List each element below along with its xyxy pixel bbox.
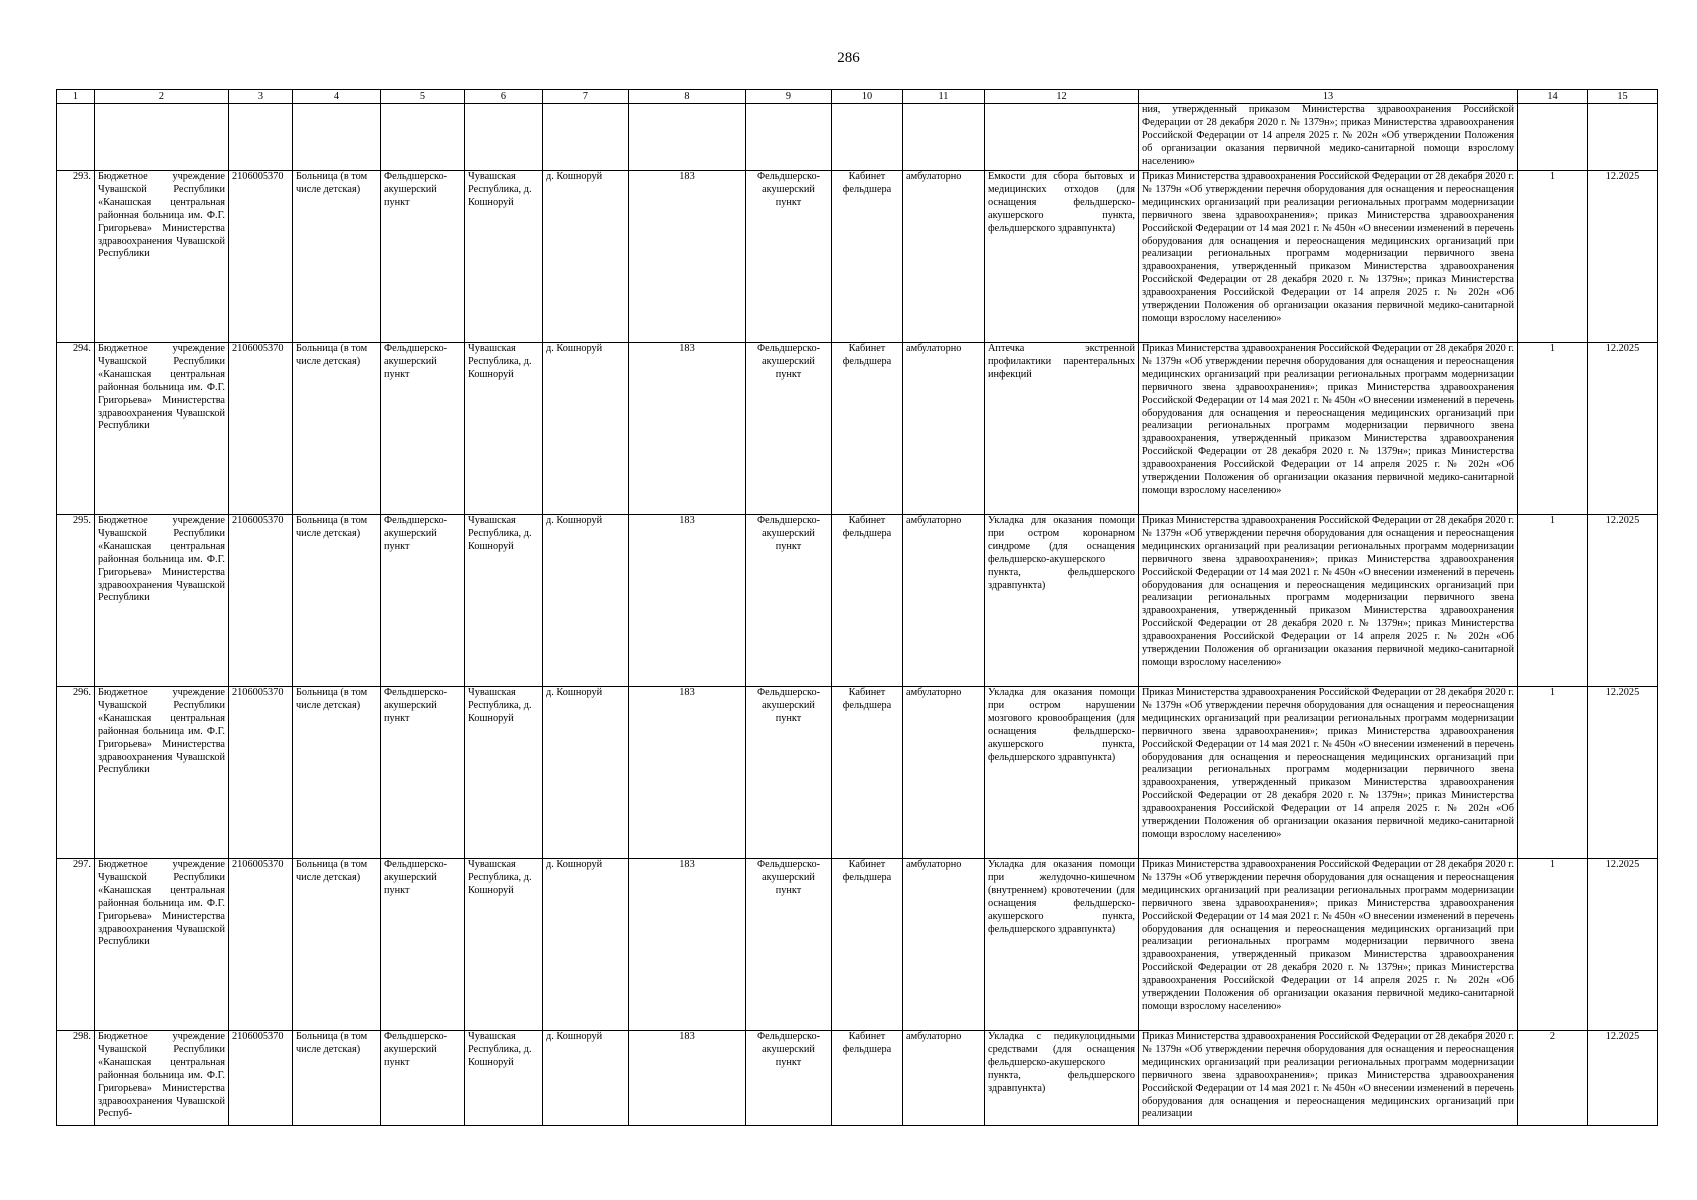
equipment-register-table: [56, 89, 1658, 1126]
column-header: 7: [543, 90, 629, 104]
column-header: 9: [746, 90, 832, 104]
room-cell: Кабинет фельдшера: [832, 859, 903, 1031]
legal-basis-cell: Приказ Министерства здравоохранения Российской Федерации от 28 декабря 2020 г. № 1379н «Об утверждении перечня оборудования для оснащения и переоснащения медицинских организаций при реализации региональных программ модернизации первичного звена здравоохранения»; приказ Министерства здравоохранения Российской Федерации от 14 мая 2021 г. № 450н «О внесении изменений в перечень оборудования для оснащения и переоснащения медицинских организаций при реализации: [1139, 1031, 1518, 1126]
organization-cell: Бюджетное учреждение Чувашской Республики «Канашская центральная районная больница им. Ф.Г. Григорьева» Министерства здравоохранения Чувашской Респуб-: [95, 1031, 229, 1126]
organization-cell: Бюджетное учреждение Чувашской Республики «Канашская центральная районная больница им. Ф.Г. Григорьева» Министерства здравоохранения Чувашской Республики: [95, 687, 229, 859]
care-mode-cell: амбулаторно: [903, 171, 985, 343]
care-mode-cell: амбулаторно: [903, 859, 985, 1031]
column-header: 12: [985, 90, 1139, 104]
organization-cell: Бюджетное учреждение Чувашской Республики «Канашская центральная районная больница им. Ф.Г. Григорьева» Министерства здравоохранения Чувашской Республики: [95, 859, 229, 1031]
date-cell: 12.2025: [1588, 859, 1658, 1031]
code-cell: 183: [629, 859, 746, 1031]
equipment-cell: Укладка для оказания помощи при желудочно-кишечном (внутреннем) кровотечении (для оснащения фельдшерско-акушерского пункта, фельдшерского здравпункта): [985, 859, 1139, 1031]
locality-cell: д. Кошноруй: [543, 1031, 629, 1126]
column-header: 15: [1588, 90, 1658, 104]
date-cell: 12.2025: [1588, 343, 1658, 515]
region-cell: Чувашская Республика, д. Кошноруй: [465, 343, 543, 515]
table-row: [57, 515, 1658, 687]
table-row: [57, 171, 1658, 343]
subdivision-cell: Фельдшерско-акушерский пункт: [746, 1031, 832, 1126]
code-cell: 183: [629, 171, 746, 343]
date-cell: 12.2025: [1588, 687, 1658, 859]
empty-cell: [903, 104, 985, 171]
legal-basis-cell: ния, утвержденный приказом Министерства здравоохранения Российской Федерации от 28 декабря 2020 г. № 1379н»; приказ Министерства здравоохранения Российской Федерации от 14 апреля 2025 г. № 202н «Об утверждении Положения об организации оказания первичной медико-санитарной помощи взрослому населению»: [1139, 104, 1518, 171]
organization-cell: Бюджетное учреждение Чувашской Республики «Канашская центральная районная больница им. Ф.Г. Григорьева» Министерства здравоохранения Чувашской Республики: [95, 171, 229, 343]
column-number-header: [57, 90, 1658, 104]
care-mode-cell: амбулаторно: [903, 515, 985, 687]
locality-cell: д. Кошноруй: [543, 515, 629, 687]
row-number: 297.: [57, 859, 95, 1031]
room-cell: Кабинет фельдшера: [832, 687, 903, 859]
quantity-cell: 1: [1518, 171, 1588, 343]
facility-type-cell: Больница (в том числе детская): [293, 343, 381, 515]
page-number: 286: [837, 50, 860, 66]
subdivision-cell: Фельдшерско-акушерский пункт: [746, 859, 832, 1031]
legal-basis-cell: Приказ Министерства здравоохранения Российской Федерации от 28 декабря 2020 г. № 1379н «Об утверждении перечня оборудования для оснащения и переоснащения медицинских организаций при реализации региональных программ модернизации первичного звена здравоохранения»; приказ Министерства здравоохранения Российской Федерации от 14 мая 2021 г. № 450н «О внесении изменений в перечень оборудования для оснащения и переоснащения медицинских организаций при реализации региональных программ модернизации первичного звена здравоохранения, утвержденный приказом Министерства здравоохранения Российской Федерации от 28 декабря 2020 г. № 1379н»; приказ Министерства здравоохранения Российской Федерации от 14 апреля 2025 г. № 202н «Об утверждении Положения об организации оказания первичной медико-санитарной помощи взрослому населению»: [1139, 687, 1518, 859]
region-cell: Чувашская Республика, д. Кошноруй: [465, 1031, 543, 1126]
region-cell: Чувашская Республика, д. Кошноруй: [465, 171, 543, 343]
code-cell: 183: [629, 343, 746, 515]
column-header: 10: [832, 90, 903, 104]
column-header: 5: [381, 90, 465, 104]
subdivision-cell: Фельдшерско-акушерский пункт: [746, 687, 832, 859]
header-row: [57, 90, 1658, 104]
room-cell: Кабинет фельдшера: [832, 1031, 903, 1126]
code-cell: 183: [629, 515, 746, 687]
empty-cell: [293, 104, 381, 171]
row-number: 296.: [57, 687, 95, 859]
inn-cell: 2106005370: [229, 1031, 293, 1126]
quantity-cell: 1: [1518, 859, 1588, 1031]
equipment-cell: Укладка для оказания помощи при остром коронарном синдроме (для оснащения фельдшерско-акушерского пункта, фельдшерского здравпункта): [985, 515, 1139, 687]
column-header: 14: [1518, 90, 1588, 104]
code-cell: 183: [629, 1031, 746, 1126]
column-header: 2: [95, 90, 229, 104]
date-cell: 12.2025: [1588, 1031, 1658, 1126]
locality-cell: д. Кошноруй: [543, 859, 629, 1031]
table-row: [57, 343, 1658, 515]
facility-type-cell: Больница (в том числе детская): [293, 859, 381, 1031]
row-number: 298.: [57, 1031, 95, 1126]
column-header: 1: [57, 90, 95, 104]
locality-cell: д. Кошноруй: [543, 343, 629, 515]
quantity-cell: 1: [1518, 343, 1588, 515]
subdivision-cell: Фельдшерско-акушерский пункт: [746, 515, 832, 687]
legal-basis-cell: Приказ Министерства здравоохранения Российской Федерации от 28 декабря 2020 г. № 1379н «Об утверждении перечня оборудования для оснащения и переоснащения медицинских организаций при реализации региональных программ модернизации первичного звена здравоохранения»; приказ Министерства здравоохранения Российской Федерации от 14 мая 2021 г. № 450н «О внесении изменений в перечень оборудования для оснащения и переоснащения медицинских организаций при реализации региональных программ модернизации первичного звена здравоохранения, утвержденный приказом Министерства здравоохранения Российской Федерации от 28 декабря 2020 г. № 1379н»; приказ Министерства здравоохранения Российской Федерации от 14 апреля 2025 г. № 202н «Об утверждении Положения об организации оказания первичной медико-санитарной помощи взрослому населению»: [1139, 515, 1518, 687]
inn-cell: 2106005370: [229, 343, 293, 515]
table-row: [57, 687, 1658, 859]
subdivision-cell: Фельдшерско-акушерский пункт: [746, 171, 832, 343]
locality-cell: д. Кошноруй: [543, 687, 629, 859]
locality-cell: д. Кошноруй: [543, 171, 629, 343]
empty-cell: [381, 104, 465, 171]
row-number: 295.: [57, 515, 95, 687]
legal-basis-cell: Приказ Министерства здравоохранения Российской Федерации от 28 декабря 2020 г. № 1379н «Об утверждении перечня оборудования для оснащения и переоснащения медицинских организаций при реализации региональных программ модернизации первичного звена здравоохранения»; приказ Министерства здравоохранения Российской Федерации от 14 мая 2021 г. № 450н «О внесении изменений в перечень оборудования для оснащения и переоснащения медицинских организаций при реализации региональных программ модернизации первичного звена здравоохранения, утвержденный приказом Министерства здравоохранения Российской Федерации от 28 декабря 2020 г. № 1379н»; приказ Министерства здравоохранения Российской Федерации от 14 апреля 2025 г. № 202н «Об утверждении Положения об организации оказания первичной медико-санитарной помощи взрослому населению»: [1139, 171, 1518, 343]
continued-row: [57, 104, 1658, 171]
table-row: [57, 859, 1658, 1031]
equipment-cell: Емкости для сбора бытовых и медицинских отходов (для оснащения фельдшерско-акушерского пункта, фельдшерского здравпункта): [985, 171, 1139, 343]
row-number: 293.: [57, 171, 95, 343]
empty-cell: [95, 104, 229, 171]
facility-type-cell: Больница (в том числе детская): [293, 515, 381, 687]
empty-cell: [229, 104, 293, 171]
quantity-cell: 2: [1518, 1031, 1588, 1126]
inn-cell: 2106005370: [229, 515, 293, 687]
empty-cell: [1588, 104, 1658, 171]
column-header: 8: [629, 90, 746, 104]
empty-cell: [629, 104, 746, 171]
column-header: 4: [293, 90, 381, 104]
unit-cell: Фельдшерско-акушерский пункт: [381, 1031, 465, 1126]
subdivision-cell: Фельдшерско-акушерский пункт: [746, 343, 832, 515]
empty-cell: [1518, 104, 1588, 171]
date-cell: 12.2025: [1588, 515, 1658, 687]
column-header: 11: [903, 90, 985, 104]
empty-cell: [465, 104, 543, 171]
unit-cell: Фельдшерско-акушерский пункт: [381, 859, 465, 1031]
empty-cell: [832, 104, 903, 171]
column-header: 6: [465, 90, 543, 104]
care-mode-cell: амбулаторно: [903, 687, 985, 859]
unit-cell: Фельдшерско-акушерский пункт: [381, 343, 465, 515]
facility-type-cell: Больница (в том числе детская): [293, 1031, 381, 1126]
care-mode-cell: амбулаторно: [903, 343, 985, 515]
room-cell: Кабинет фельдшера: [832, 171, 903, 343]
legal-basis-cell: Приказ Министерства здравоохранения Российской Федерации от 28 декабря 2020 г. № 1379н «Об утверждении перечня оборудования для оснащения и переоснащения медицинских организаций при реализации региональных программ модернизации первичного звена здравоохранения»; приказ Министерства здравоохранения Российской Федерации от 14 мая 2021 г. № 450н «О внесении изменений в перечень оборудования для оснащения и переоснащения медицинских организаций при реализации региональных программ модернизации первичного звена здравоохранения, утвержденный приказом Министерства здравоохранения Российской Федерации от 28 декабря 2020 г. № 1379н»; приказ Министерства здравоохранения Российской Федерации от 14 апреля 2025 г. № 202н «Об утверждении Положения об организации оказания первичной медико-санитарной помощи взрослому населению»: [1139, 859, 1518, 1031]
equipment-cell: Аптечка экстренной профилактики парентеральных инфекций: [985, 343, 1139, 515]
empty-cell: [543, 104, 629, 171]
code-cell: 183: [629, 687, 746, 859]
organization-cell: Бюджетное учреждение Чувашской Республики «Канашская центральная районная больница им. Ф.Г. Григорьева» Министерства здравоохранения Чувашской Республики: [95, 343, 229, 515]
date-cell: 12.2025: [1588, 171, 1658, 343]
facility-type-cell: Больница (в том числе детская): [293, 687, 381, 859]
empty-cell: [985, 104, 1139, 171]
empty-cell: [57, 104, 95, 171]
region-cell: Чувашская Республика, д. Кошноруй: [465, 687, 543, 859]
room-cell: Кабинет фельдшера: [832, 343, 903, 515]
equipment-cell: Укладка для оказания помощи при остром нарушении мозгового кровообращения (для оснащения фельдшерско-акушерского пункта, фельдшерского здравпункта): [985, 687, 1139, 859]
row-number: 294.: [57, 343, 95, 515]
region-cell: Чувашская Республика, д. Кошноруй: [465, 859, 543, 1031]
empty-cell: [746, 104, 832, 171]
region-cell: Чувашская Республика, д. Кошноруй: [465, 515, 543, 687]
legal-basis-cell: Приказ Министерства здравоохранения Российской Федерации от 28 декабря 2020 г. № 1379н «Об утверждении перечня оборудования для оснащения и переоснащения медицинских организаций при реализации региональных программ модернизации первичного звена здравоохранения»; приказ Министерства здравоохранения Российской Федерации от 14 мая 2021 г. № 450н «О внесении изменений в перечень оборудования для оснащения и переоснащения медицинских организаций при реализации региональных программ модернизации первичного звена здравоохранения, утвержденный приказом Министерства здравоохранения Российской Федерации от 28 декабря 2020 г. № 1379н»; приказ Министерства здравоохранения Российской Федерации от 14 апреля 2025 г. № 202н «Об утверждении Положения об организации оказания первичной медико-санитарной помощи взрослому населению»: [1139, 343, 1518, 515]
quantity-cell: 1: [1518, 515, 1588, 687]
organization-cell: Бюджетное учреждение Чувашской Республики «Канашская центральная районная больница им. Ф.Г. Григорьева» Министерства здравоохранения Чувашской Республики: [95, 515, 229, 687]
table-row: [57, 1031, 1658, 1126]
inn-cell: 2106005370: [229, 859, 293, 1031]
room-cell: Кабинет фельдшера: [832, 515, 903, 687]
care-mode-cell: амбулаторно: [903, 1031, 985, 1126]
unit-cell: Фельдшерско-акушерский пункт: [381, 171, 465, 343]
quantity-cell: 1: [1518, 687, 1588, 859]
facility-type-cell: Больница (в том числе детская): [293, 171, 381, 343]
equipment-cell: Укладка с педикулоцидными средствами (для оснащения фельдшерско-акушерского пункта, фельдшерского здравпункта): [985, 1031, 1139, 1126]
unit-cell: Фельдшерско-акушерский пункт: [381, 687, 465, 859]
unit-cell: Фельдшерско-акушерский пункт: [381, 515, 465, 687]
column-header: 3: [229, 90, 293, 104]
inn-cell: 2106005370: [229, 687, 293, 859]
column-header: 13: [1139, 90, 1518, 104]
inn-cell: 2106005370: [229, 171, 293, 343]
